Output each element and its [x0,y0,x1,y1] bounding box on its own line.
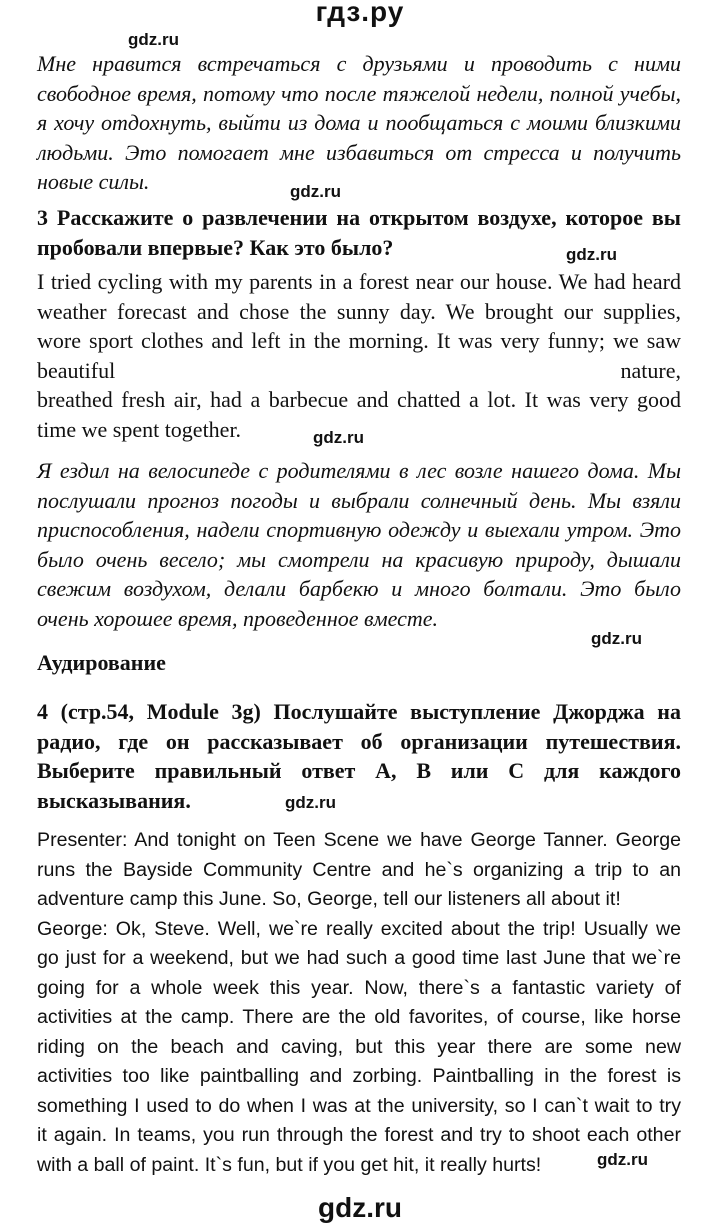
text-line: George: Ok, Steve. Well, we`re really excited about the trip! Usually we [37,917,681,940]
text-line: было очень весело; мы смотрели на красивую природу, дышали [37,546,681,572]
text-line: Выберите правильный ответ A, B или C для каждого [37,758,681,783]
watermark: gdz.ru [285,793,336,812]
watermark: gdz.ru [290,182,341,201]
text-line: wore sport clothes and left in the morning. It was very funny; we saw [37,328,681,353]
text-line: weather forecast and chose the sunny day. We brought our supplies, [37,298,681,324]
text-line: пробовали впервые? Как это было? [37,234,394,260]
text-line: послушали прогноз погоды и выбрали солнечный день. Мы взяли [37,487,681,513]
text-line: with a ball of paint. It`s fun, but if you get hit, it really hurts! [37,1153,542,1176]
text-fragment: nature, [620,357,681,383]
text-line: time we spent together. [37,416,242,442]
text-line: новые силы. [37,169,150,194]
watermark: gdz.ru [597,1150,648,1169]
section-heading: Аудирование [37,650,166,675]
text-line: свободное время, потому что после тяжелой недели, полной учебы, [37,80,681,106]
text-line: людьми. Это помогает мне избавиться от стресса и получить [37,139,681,165]
text-line: it again. In teams, you run through the forest and try to shoot each other [37,1124,681,1146]
watermark: gdz.ru [566,245,617,264]
text-line: going for a whole week this year. Now, there`s a fantastic variety of [37,976,681,999]
text-line: Presenter: And tonight on Teen Scene we have George Tanner. George [37,829,681,851]
english-answer-3 [37,267,681,444]
text-line: очень хорошее время, проведенное вместе. [37,605,439,631]
text-line [37,356,681,386]
text-line: приспособления, надели спортивную одежду и выехали утром. Это [37,517,681,542]
text-line: adventure camp this June. So, George, tell our listeners all about it! [37,888,621,910]
text-line: activities too like paintballing and zorbing. Paintballing in the forest is [37,1065,681,1087]
text-line: activities at the camp. There are the old favorites, of course, like horse [37,1006,681,1028]
russian-answer-3 [37,456,681,633]
footer-watermark: gdz.ru [318,1192,402,1223]
watermark: gdz.ru [591,629,642,648]
watermark: gdz.ru [313,428,364,447]
russian-answer-2 [37,49,681,197]
listening-transcript [37,826,681,1180]
task-4-heading [37,697,681,815]
task-3-heading [37,203,681,262]
text-line: I tried cycling with my parents in a forest near our house. We had heard [37,269,681,294]
text-line: радио, где он рассказывает об организации путешествия. [37,728,681,754]
text-line: runs the Bayside Community Centre and he`s organizing a trip to an [37,858,681,881]
text-line: Мне нравится встречаться с друзьями и проводить с ними [37,51,681,76]
text-line: something I used to do when I was at the university, so I can`t wait to try [37,1094,681,1117]
text-line: Я ездил на велосипеде с родителями в лес возле нашего дома. Мы [37,458,681,483]
text-line: riding on the beach and caving, but this year there are some new [37,1035,681,1058]
text-line: 3 Расскажите о развлечении на открытом воздухе, которое вы [37,205,681,230]
text-line: 4 (стр.54, Module 3g) Послушайте выступление Джорджа на [37,699,681,724]
text-fragment: beautiful [37,357,116,383]
site-title: гдз.ру [315,0,405,27]
text-line: я хочу отдохнуть, выйти из дома и пообщаться с моими близкими [37,110,681,135]
text-line: высказывания. [37,787,191,813]
text-line: свежим воздухом, делали барбекю и много болтали. Это было [37,576,681,601]
text-line: breathed fresh air, had a barbecue and chatted a lot. It was very good [37,387,681,412]
watermark: gdz.ru [128,30,179,49]
text-line: go just for a weekend, but we had such a good time last June that we`re [37,947,681,969]
